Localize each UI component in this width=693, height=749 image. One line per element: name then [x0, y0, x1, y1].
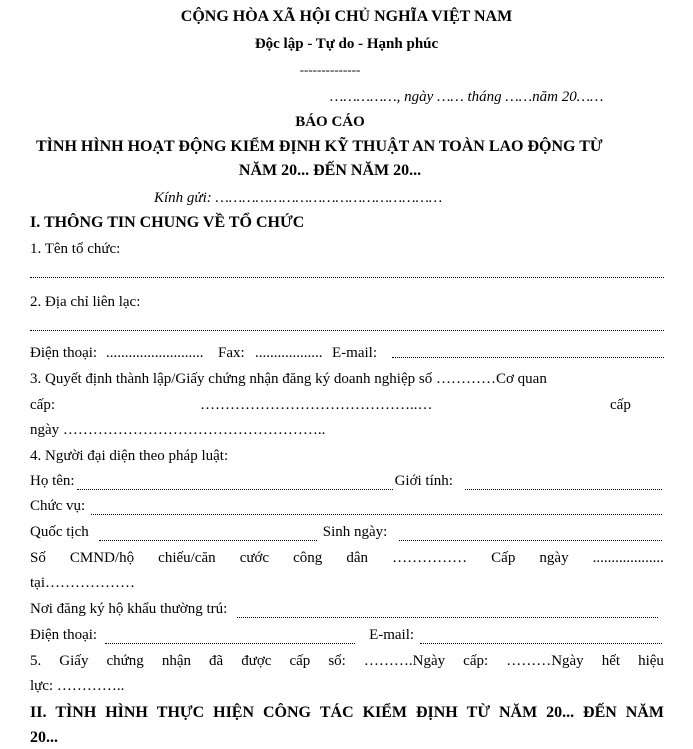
id-word: Cấp: [491, 550, 516, 566]
section-2-word: ĐỊNH: [415, 704, 458, 721]
section-2-word: 20...: [546, 704, 575, 721]
address-label: 2. Địa chỉ liên lạc:: [30, 294, 141, 310]
name-dotted-line[interactable]: [77, 476, 393, 490]
section-2-heading-line-2: 20...: [30, 729, 58, 746]
phone2-dotted-line[interactable]: [105, 630, 355, 644]
report-title: BÁO CÁO: [295, 114, 365, 130]
id-word: chiếu/căn: [158, 550, 216, 566]
section-2-word: ĐẾN: [583, 704, 617, 721]
id-issue-date-dots[interactable]: ...................: [592, 550, 664, 566]
position-row: [30, 497, 664, 515]
dob-label: Sinh ngày:: [322, 524, 388, 540]
recipient-line: Kính gửi: ……………………………………………: [154, 190, 443, 206]
section-1-heading: I. THÔNG TIN CHUNG VỀ TỔ CHỨC: [30, 214, 305, 231]
id-word: dân: [346, 550, 369, 566]
email-label: E-mail:: [332, 345, 377, 361]
position-label: Chức vụ:: [30, 498, 86, 514]
dob-dotted-line[interactable]: [399, 527, 662, 541]
item-5-word: ……….Ngày: [363, 653, 446, 669]
id-line-1: [30, 549, 664, 567]
national-motto: Độc lập - Tự do - Hạnh phúc: [254, 36, 439, 52]
phone2-row: [30, 626, 664, 644]
gender-dotted-line[interactable]: [465, 476, 662, 490]
item-5-word: hiệu: [638, 653, 664, 669]
item-5-word: hết: [601, 653, 621, 669]
section-2-word: HIỆN: [213, 704, 255, 721]
nationality-row: [30, 523, 664, 541]
id-issue-place: tại………………: [30, 575, 135, 591]
email2-dotted-line[interactable]: [420, 630, 662, 644]
section-2-word: TÁC: [319, 704, 354, 721]
section-2-word: NĂM: [625, 704, 664, 721]
nationality-dotted-line[interactable]: [99, 527, 317, 541]
id-word: ngày: [539, 550, 569, 566]
section-2-word: TÌNH: [55, 704, 97, 721]
residence-dotted-line[interactable]: [237, 604, 658, 618]
id-word: cước: [239, 550, 270, 566]
nationality-label: Quốc tịch: [30, 524, 89, 540]
item-5-line-1: [30, 652, 664, 670]
name-label: Họ tên:: [30, 473, 75, 489]
org-name-dotted-line[interactable]: [30, 277, 664, 278]
position-dotted-line[interactable]: [91, 501, 662, 515]
report-subtitle-2: NĂM 20... ĐẾN NĂM 20...: [238, 162, 422, 179]
id-word: Số: [30, 550, 46, 566]
item-5-word: đã: [209, 653, 224, 669]
fax-label: Fax:: [218, 345, 245, 361]
item-5-word: ………Ngày: [506, 653, 584, 669]
country-name: CỘNG HÒA XÃ HỘI CHỦ NGHĨA VIỆT NAM: [180, 8, 513, 25]
section-2-word: HÌNH: [105, 704, 148, 721]
residence-label: Nơi đăng ký hộ khẩu thường trú:: [30, 601, 228, 617]
item-3-issued-label: cấp: [610, 397, 631, 413]
name-row: [30, 472, 664, 490]
section-2-word: TỪ: [466, 704, 491, 721]
address-dotted-line[interactable]: [30, 330, 664, 331]
id-word: công: [293, 550, 323, 566]
item-3-date-line: ngày ……………………………………………..: [30, 422, 326, 438]
item-5-word: số:: [328, 653, 346, 669]
section-2-word: THỰC: [156, 704, 205, 721]
item-3-issuer-dots[interactable]: ……………………………………..…: [200, 397, 433, 413]
org-name-label: 1. Tên tổ chức:: [30, 241, 121, 257]
id-number-dots[interactable]: ……………: [392, 550, 468, 566]
item-5-word: cấp: [289, 653, 311, 669]
id-word: CMND/hộ: [69, 550, 135, 566]
item-3-issuer-label: cấp:: [30, 397, 55, 413]
email2-label: E-mail:: [369, 627, 415, 643]
legal-rep-label: 4. Người đại diện theo pháp luật:: [30, 448, 229, 464]
section-2-word: KIỂM: [362, 704, 408, 721]
phone2-label: Điện thoại:: [30, 627, 98, 643]
item-3-line-1: 3. Quyết định thành lập/Giấy chứng nhận đăng ký doanh nghiệp số …………Cơ quan: [30, 371, 547, 387]
report-subtitle-1: TÌNH HÌNH HOẠT ĐỘNG KIỂM ĐỊNH KỸ THUẬT AN TOÀN LAO ĐỘNG TỪ: [36, 138, 603, 155]
phone-label: Điện thoại:: [30, 345, 98, 361]
residence-row: [30, 600, 664, 618]
email-dotted-line[interactable]: [392, 357, 664, 358]
section-2-word: II.: [30, 704, 47, 721]
section-2-word: NĂM: [498, 704, 538, 721]
fax-dots[interactable]: ..................: [255, 345, 323, 361]
item-5-line-2: lực: …………..: [30, 678, 125, 694]
phone-dots[interactable]: ..........................: [106, 345, 204, 361]
date-line: ……………, ngày …… tháng ……năm 20……: [330, 89, 604, 105]
item-5-word: Giấy: [59, 653, 89, 669]
section-2-heading: [30, 704, 664, 722]
gender-label: Giới tính:: [394, 473, 453, 489]
header-separator: --------------: [299, 62, 361, 77]
item-5-word: được: [241, 653, 272, 669]
item-5-word: cấp:: [463, 653, 489, 669]
section-2-word: CÔNG: [262, 704, 311, 721]
item-5-word: 5.: [30, 653, 42, 669]
item-5-word: chứng: [106, 653, 144, 669]
item-5-word: nhận: [161, 653, 191, 669]
